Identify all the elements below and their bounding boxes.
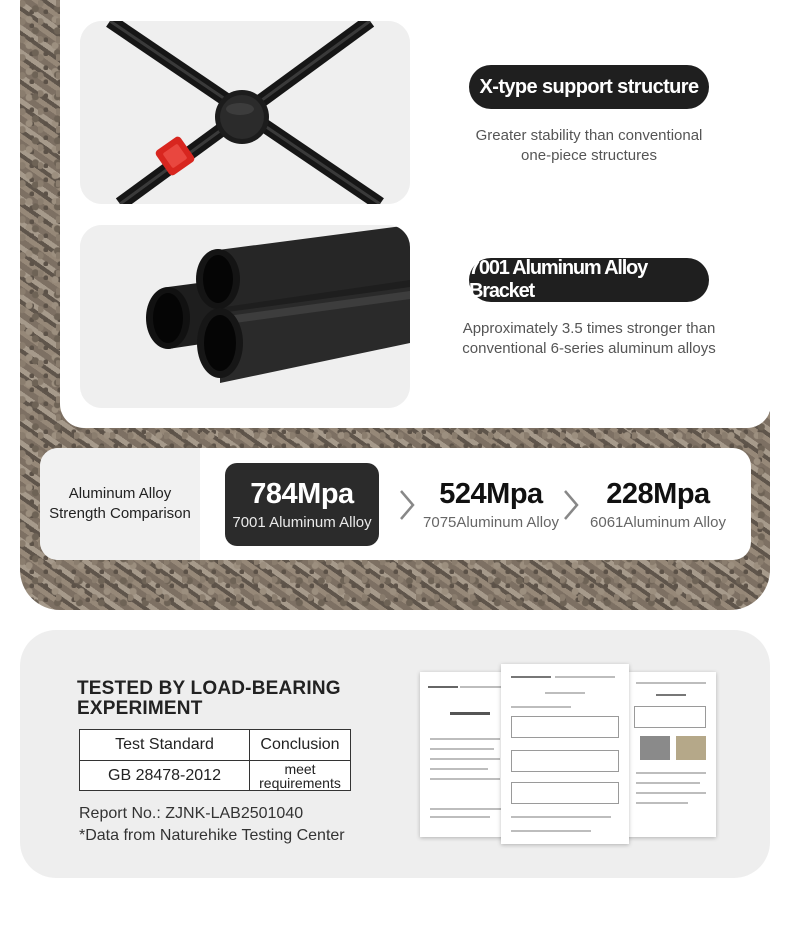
test-title-line: TESTED BY LOAD-BEARING bbox=[77, 678, 341, 699]
description-line: one-piece structures bbox=[521, 147, 657, 164]
metric-name: 7001 Aluminum Alloy bbox=[232, 513, 372, 531]
metric-value: 784Mpa bbox=[250, 477, 354, 510]
table-header-conclusion: Conclusion bbox=[250, 730, 350, 761]
metric-name: 6061Aluminum Alloy bbox=[590, 513, 726, 531]
metric-7075 bbox=[414, 463, 568, 546]
report-number: Report No.: ZJNK-LAB2501040 bbox=[79, 805, 304, 822]
description-line: Greater stability than conventional bbox=[475, 127, 703, 144]
feature-description-x-support bbox=[439, 126, 739, 166]
metric-value: 228Mpa bbox=[606, 477, 710, 510]
metric-name: 7075Aluminum Alloy bbox=[423, 513, 559, 531]
aluminum-tubes-icon bbox=[80, 225, 410, 408]
test-results-table bbox=[79, 729, 351, 791]
data-source-note: *Data from Naturehike Testing Center bbox=[79, 827, 345, 844]
test-title-line: EXPERIMENT bbox=[77, 698, 203, 719]
conclusion-line: requirements bbox=[259, 774, 341, 791]
conclusion-line: meet bbox=[284, 760, 316, 777]
chevron-right-icon bbox=[561, 488, 581, 522]
description-line: Approximately 3.5 times stronger than bbox=[462, 320, 716, 337]
x-support-icon bbox=[80, 21, 410, 204]
table-cell-conclusion bbox=[250, 761, 350, 790]
feature-title-aluminum-bracket: 7001 Aluminum Alloy Bracket bbox=[469, 258, 709, 302]
x-support-image bbox=[80, 21, 410, 204]
table-cell-standard: GB 28478-2012 bbox=[80, 761, 250, 790]
description-line: conventional 6-series aluminum alloys bbox=[462, 340, 716, 357]
strength-comparison bbox=[40, 448, 751, 560]
feature-description-aluminum-bracket bbox=[439, 319, 739, 359]
comparison-label-line: Strength Comparison bbox=[49, 505, 191, 522]
metric-7001 bbox=[225, 463, 379, 546]
aluminum-tubes-image bbox=[80, 225, 410, 408]
comparison-label bbox=[40, 448, 200, 560]
feature-title-x-support: X-type support structure bbox=[469, 65, 709, 109]
table-header-standard: Test Standard bbox=[80, 730, 250, 761]
comparison-label-line: Aluminum Alloy bbox=[68, 485, 172, 502]
load-test-card bbox=[20, 630, 770, 878]
metric-6061 bbox=[581, 463, 735, 546]
report-page bbox=[626, 672, 716, 837]
report-page bbox=[501, 664, 629, 844]
metric-value: 524Mpa bbox=[439, 477, 543, 510]
feature-card bbox=[60, 0, 770, 428]
test-title bbox=[77, 679, 377, 719]
